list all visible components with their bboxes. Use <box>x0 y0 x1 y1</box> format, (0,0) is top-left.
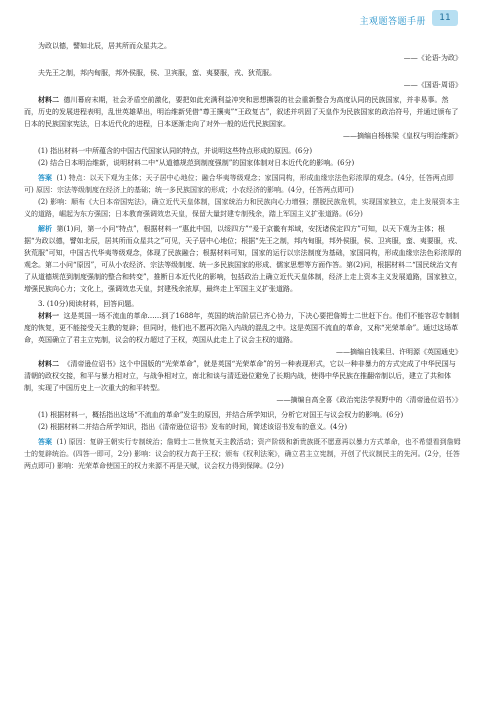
analysis-1 <box>24 223 462 295</box>
section-3-material-2-label: 材料二 <box>38 359 59 368</box>
material-2-label: 材料二 <box>38 95 59 104</box>
section-3-material-2-source: ——摘编自高全喜《政治宪法学视野中的〈清帝逊位诏书〉》 <box>276 396 462 404</box>
answer-2-label: 答案 <box>38 438 52 446</box>
answer-1-part-1 <box>24 172 462 196</box>
section-3-material-1-source: ——摘编自钱乘旦、许明源《英国通史》 <box>336 348 462 356</box>
section-3-material-2 <box>24 358 462 394</box>
material-2-source: ——摘编自杨栋梁《皇权与明治维新》 <box>343 132 462 140</box>
answer-2-text: (1) 原因：复辟王朝实行专制统治；詹姆士二世恢复天主教活动；资产阶级和新贵族既不愿意再以暴力方式革命，也不希望看到詹姆士的复辟统治。(四答一即可，2分) 影响：议会的权力高于王权；颁布《权利法案》，确立君主立宪制，开创了代议制民主的先河。(2分，任答两点即可) 影响：光荣革命使国王的权力来源不再是天赋，议会权力得到保障。(2分) <box>24 438 461 470</box>
section-3-title: 3. (10分)阅读材料，回答问题。 <box>38 300 139 308</box>
question-2-1: (1) 根据材料一，概括指出这场“不流血的革命”发生的原因，并结合所学知识，分析它对国王与议会权力的影响。(6分) <box>38 411 404 419</box>
analysis-1-label: 解析 <box>38 225 52 233</box>
material-2-paragraph <box>24 94 462 130</box>
header-title: 主观题答题手册 <box>359 17 426 27</box>
material-2-text: 德川幕府末期，社会矛盾空前激化，要把如此充满利益冲突和思想撕裂的社会重新整合为高度认同的民族国家，并非易事。然而，历史的发展进程表明，乱世英雄辈出，明治维新凭借“尊王攘夷”“王政复古”，叙述并巩固了天皇作为民族国家的政治符号，并通过颁布了日本的民族国家宪法，日本近代化的进程，日本逐渐走向了对外一般的近代民族国家。 <box>24 96 459 128</box>
question-1-1: (1) 指出材料一中所蕴含的中国古代国家认同的特点，并说明这些特点形成的原因。(6分) <box>38 147 313 155</box>
document-body <box>24 40 462 472</box>
section-3-material-1-text: 这是英国一场不流血的革命……到了1688年，英国的统治阶层已齐心协力，下决心要把詹姆士二世赶下台。他们不能容忍专制制度的恢复，更不能接受天主教的复辟；但同时，他们也不愿再次陷入内战的混乱之中。这是英国不流血的革命，又称“光荣革命”。通过这场革命，英国确立了君主立宪制，议会的权力超过了王权，英国从此走上了议会主权的道路。 <box>24 312 460 344</box>
quote-2-source: ——《国语·周语》 <box>403 81 462 89</box>
answer-2 <box>24 436 462 472</box>
section-3-material-2-text: 《清帝逊位诏书》这个中国版的“光荣革命”，就是英国“光荣革命”的另一种表现形式，它以一种非暴力的方式完成了中华民国与清朝的政权交接，和平与暴力相对立，与战争相对立，南北和谈与清廷逊位避免了长期内战，使得中华民族在推翻帝制以后，建立了共和体制，实现了中国历史上一次重大的和平转型。 <box>24 360 456 392</box>
answer-1-part-1-text: (1) 特点：以天下观为主体；天子居中心地位；融合华夷等级观念；家国同构，形成血缘宗法色彩浓厚的观念。(4分，任答两点即可) 原因：宗法等级制度在经济上的基础；统一多民族国家的形成；小农经济的影响。(4分，任答两点即可) <box>24 174 454 194</box>
quote-1-source: ——《论语·为政》 <box>403 54 462 62</box>
question-2-2: (2) 根据材料二并结合所学知识，指出《清帝逊位诏书》发布的时间，简述该诏书发布的意义。(4分) <box>38 423 348 431</box>
quote-2-text: 夫先王之制，邦内甸服，邦外侯服，侯、卫宾服，蛮、夷要服，戎、狄荒服。 <box>38 69 276 77</box>
section-3-material-1 <box>24 310 462 346</box>
page-header <box>0 0 480 34</box>
quote-1-text: 为政以德，譬如北辰，居其所而众星共之。 <box>38 42 171 50</box>
answer-1-part-2: (2) 影响：顺布《大日本帝国宪法》，确立近代天皇体制，国家统治力和民族向心力增强；摆脱民族危机，实现国家独立，走上发展资本主义的道路，崛起为东方强国；日本教育强调效忠天皇，保留大量封建专制残余，踏上军国主义扩张道路。(6分) <box>24 198 460 218</box>
section-3-material-1-label: 材料一 <box>38 311 59 320</box>
answer-1-label: 答案 <box>38 174 52 182</box>
question-1-2: (2) 结合日本明治维新，说明材料二中“从道德规范到制度强制”的国家体制对日本近代化的影响。(6分) <box>38 159 355 167</box>
page-number: 11 <box>432 10 458 26</box>
analysis-1-text: 第(1)问，第一小问“特点”，根据材料一“惠此中国，以绥四方”“爰于京畿有邦域，安抚诸侯定四方”可知，以天下观为主体；根据“为政以德，譬如北辰，居其所而众星共之”可见，天子居中心地位；根据“先王之制，邦内甸服，邦外侯服，侯、卫宾服，蛮、夷要服，戎、狄荒服”可知，中国古代华夷等级观念，体现了民族融合；根据材料可知，国家的运行以宗法制度为基础，家国同构，形成血缘宗法色彩浓厚的观念。第二小问“原因”，可从小农经济、宗法等级制度、统一多民族国家的形成、儒家思想等方面作答。第(2)问，根据材料二“国民统治文有了从道德规范到制度强制的整合和转变”，推断日本近代化的影响，包括政治上确立近代天皇体制，经济上走上资本主义发展道路，国家独立，增强民族向心力；文化上，强调效忠天皇，封建残余浓厚，最终走上军国主义扩张道路。 <box>24 225 462 293</box>
